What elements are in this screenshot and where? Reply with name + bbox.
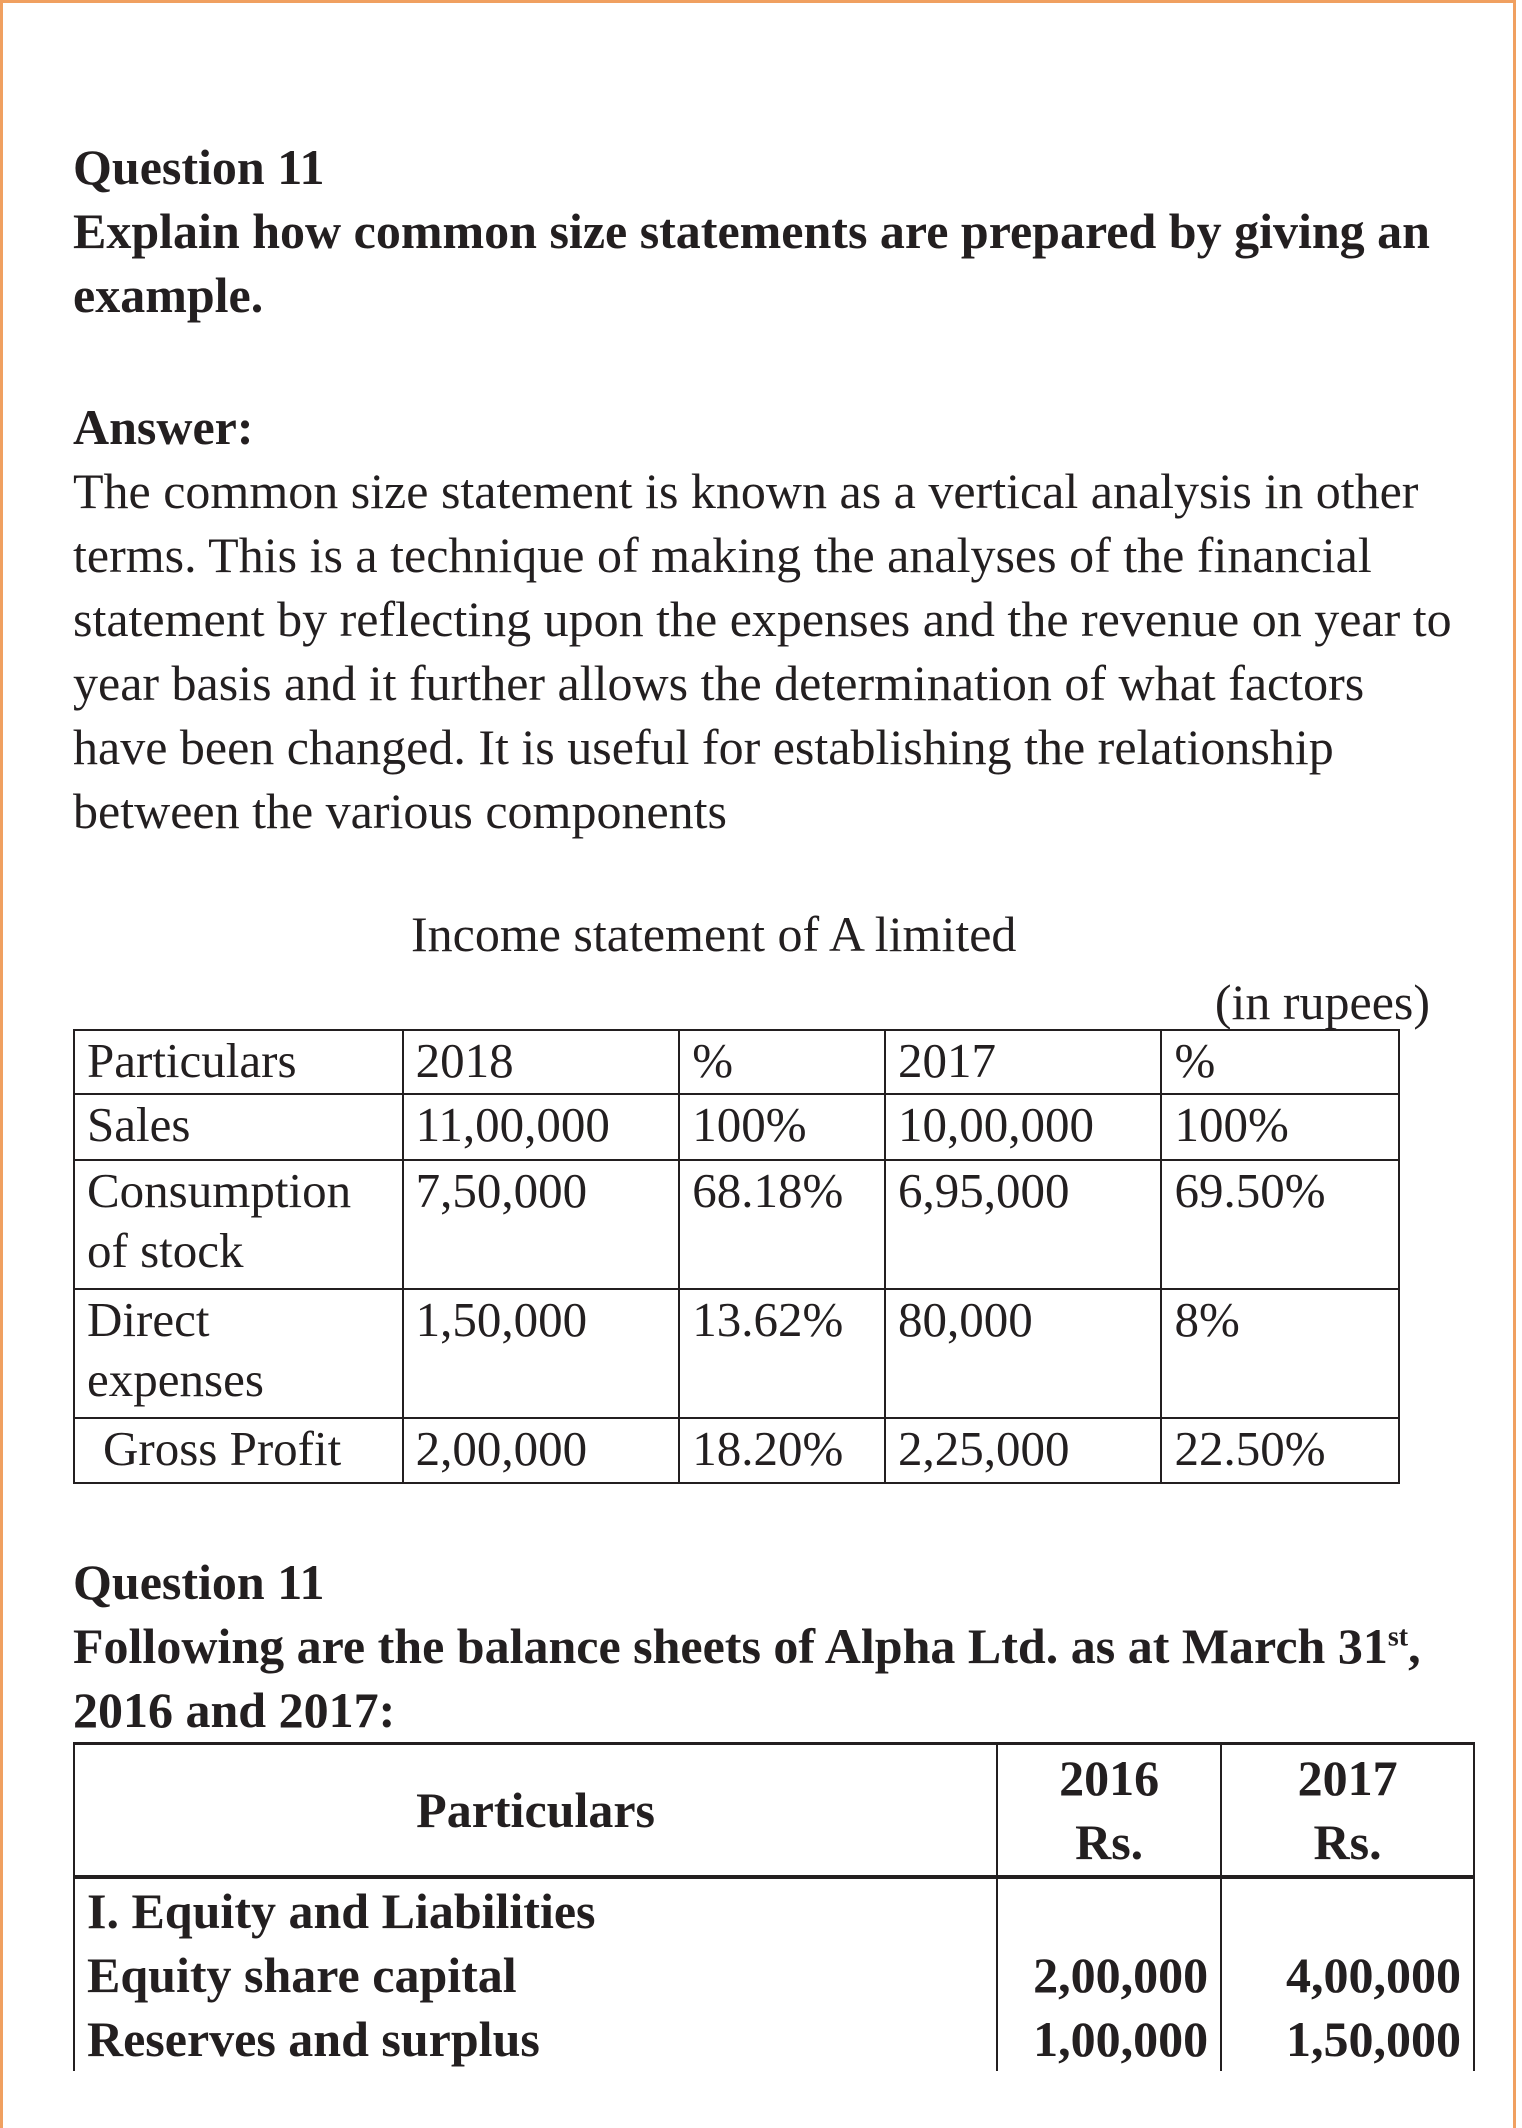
cell: 4,00,000 [1221, 1943, 1474, 2007]
cell: 13.62% [679, 1289, 885, 1418]
year: 2016 [1059, 1750, 1160, 1806]
question-title: Question 11 [73, 1554, 325, 1610]
cell: Direct expenses [74, 1289, 403, 1418]
table-caption: Income statement of A limited [411, 906, 1017, 962]
table-row [74, 1418, 1399, 1483]
answer-label [73, 395, 254, 459]
question-1 [73, 135, 1433, 327]
superscript: st [1387, 1621, 1409, 1653]
cell: 68.18% [679, 1160, 885, 1289]
cell [1221, 1877, 1474, 1943]
cell: 1,50,000 [403, 1289, 680, 1418]
header-particulars: Particulars [74, 1744, 997, 1878]
cell: 1,50,000 [1221, 2007, 1474, 2071]
table-row [74, 1094, 1399, 1160]
header-cell: 2018 [403, 1030, 680, 1094]
table-row [74, 2007, 1474, 2071]
cell: 80,000 [885, 1289, 1162, 1418]
cell: Sales [74, 1094, 403, 1160]
cell: Gross Profit [74, 1418, 403, 1483]
question-text-a: Following are the balance sheets of Alpha Ltd. as at March 31 [73, 1618, 1388, 1674]
header-2016 [997, 1744, 1221, 1878]
cell [997, 1877, 1221, 1943]
cell: 6,95,000 [885, 1160, 1162, 1289]
table-row [74, 1943, 1474, 2007]
cell: Reserves and surplus [74, 2007, 997, 2071]
answer-label-text: Answer: [73, 399, 254, 455]
table-header-row [74, 1744, 1474, 1878]
question-text: Explain how common size statements are prepared by giving an example. [73, 203, 1430, 323]
answer-text: The common size statement is known as a vertical analysis in other terms. This is a technique of making the analyses of the financial statement by reflecting upon the expenses and the revenue on year to year basis and it further allows the determination of what factors have been changed. It is useful for establishing the relationship between the various components [73, 463, 1452, 839]
question-2 [73, 1550, 1453, 1742]
unit: Rs. [1075, 1814, 1144, 1870]
cell: 69.50% [1161, 1160, 1399, 1289]
cell: 8% [1161, 1289, 1399, 1418]
header-cell: % [679, 1030, 885, 1094]
cell: 1,00,000 [997, 2007, 1221, 2071]
cell: 18.20% [679, 1418, 885, 1483]
cell: 100% [1161, 1094, 1399, 1160]
cell: 11,00,000 [403, 1094, 680, 1160]
question-title: Question 11 [73, 139, 325, 195]
cell: Consumption of stock [74, 1160, 403, 1289]
cell: 100% [679, 1094, 885, 1160]
cell: 2,25,000 [885, 1418, 1162, 1483]
header-cell: 2017 [885, 1030, 1162, 1094]
cell: 10,00,000 [885, 1094, 1162, 1160]
table-unit: (in rupees) [1214, 974, 1430, 1030]
header-2017 [1221, 1744, 1474, 1878]
cell: 2,00,000 [403, 1418, 680, 1483]
cell: 7,50,000 [403, 1160, 680, 1289]
question-text-b: , 2016 and 2017: [73, 1618, 1421, 1738]
section-label: I. Equity and Liabilities [74, 1877, 997, 1943]
question-text [73, 1614, 1453, 1742]
table-header-row [74, 1030, 1399, 1094]
year: 2017 [1297, 1750, 1398, 1806]
table-row [74, 1160, 1399, 1289]
table-row [74, 1289, 1399, 1418]
cell: 22.50% [1161, 1418, 1399, 1483]
header-cell: Particulars [74, 1030, 403, 1094]
section-row [74, 1877, 1474, 1943]
cell: 2,00,000 [997, 1943, 1221, 2007]
unit: Rs. [1313, 1814, 1382, 1870]
cell: Equity share capital [74, 1943, 997, 2007]
balance-sheet-table [73, 1742, 1475, 2071]
income-statement-table [73, 1029, 1400, 1484]
header-cell: % [1161, 1030, 1399, 1094]
